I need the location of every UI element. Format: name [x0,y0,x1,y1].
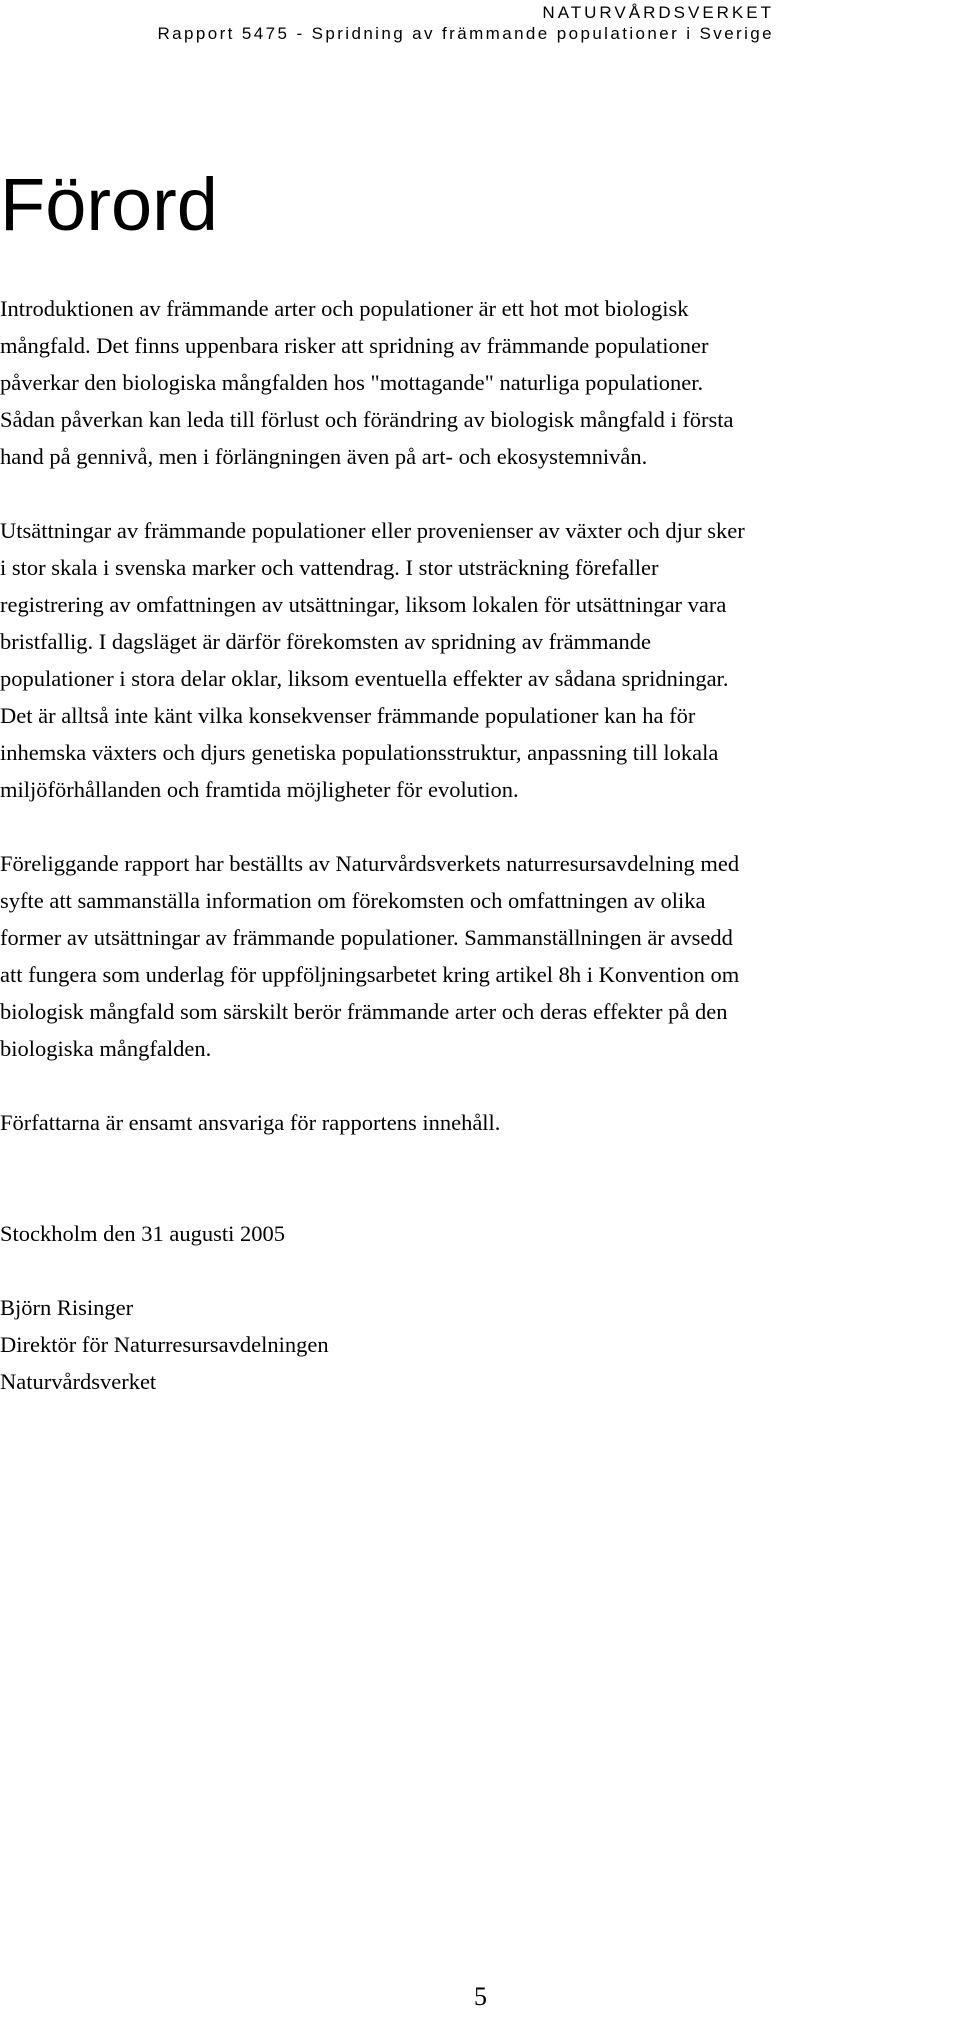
text-line: biologisk mångfald som särskilt berör främmande arter och deras effekter på den [0,999,728,1024]
text-line: former av utsättningar av främmande populationer. Sammanställningen är avsedd [0,925,733,950]
page-number: 5 [474,1982,487,2011]
signature-place-date: Stockholm den 31 augusti 2005 [0,1221,285,1246]
paragraph-rapport [0,845,960,1067]
paragraph-gap [0,1141,960,1178]
text-line: inhemska växters och djurs genetiska populationsstruktur, anpassning till lokala [0,740,719,765]
text-line: Det är alltså inte känt vilka konsekvenser främmande populationer kan ha för [0,703,696,728]
text-line: biologiska mångfalden. [0,1036,212,1061]
text-line: hand på gennivå, men i förlängningen även på art- och ekosystemnivån. [0,444,648,469]
signature-role: Direktör för Naturresursavdelningen [0,1332,329,1357]
body-text [0,290,960,1400]
signature-spacer [0,1252,960,1289]
paragraph-gap [0,1178,960,1215]
text-line: Introduktionen av främmande arter och populationer är ett hot mot biologisk [0,296,689,321]
text-line: Författarna är ensamt ansvariga för rapportens innehåll. [0,1110,501,1135]
header-report-title: Rapport 5475 - Spridning av främmande populationer i Sverige [157,24,774,43]
text-line: miljöförhållanden och framtida möjligheter för evolution. [0,777,519,802]
header-organization: NATURVÅRDSVERKET [542,3,774,22]
page-title: Förord [0,163,218,246]
text-line: bristfallig. I dagsläget är därför förekomsten av spridning av främmande [0,629,652,654]
paragraph-utsattningar [0,512,960,808]
paragraph-introduction [0,290,960,475]
paragraph-gap [0,475,960,512]
text-line: påverkar den biologiska mångfalden hos "mottagande" naturliga populationer. [0,370,704,395]
text-line: registrering av omfattningen av utsättningar, liksom lokalen för utsättningar vara [0,592,727,617]
paragraph-ansvar [0,1104,960,1141]
text-line: att fungera som underlag för uppföljningsarbetet kring artikel 8h i Konvention om [0,962,740,987]
text-line: i stor skala i svenska marker och vattendrag. I stor utsträckning förefaller [0,555,659,580]
text-line: populationer i stora delar oklar, liksom eventuella effekter av sådana spridningar. [0,666,729,691]
text-line: Utsättningar av främmande populationer eller provenienser av växter och djur sker [0,518,745,543]
text-line: Föreliggande rapport har beställts av Naturvårdsverkets naturresursavdelning med [0,851,740,876]
paragraph-gap [0,808,960,845]
text-line: syfte att sammanställa information om förekomsten och omfattningen av olika [0,888,706,913]
text-line: mångfald. Det finns uppenbara risker att spridning av främmande populationer [0,333,709,358]
signature-block [0,1215,960,1400]
paragraph-gap [0,1067,960,1104]
text-line: Sådan påverkan kan leda till förlust och förändring av biologisk mångfald i första [0,407,734,432]
signature-organization: Naturvårdsverket [0,1369,157,1394]
signature-name: Björn Risinger [0,1295,134,1320]
running-header [158,2,775,44]
